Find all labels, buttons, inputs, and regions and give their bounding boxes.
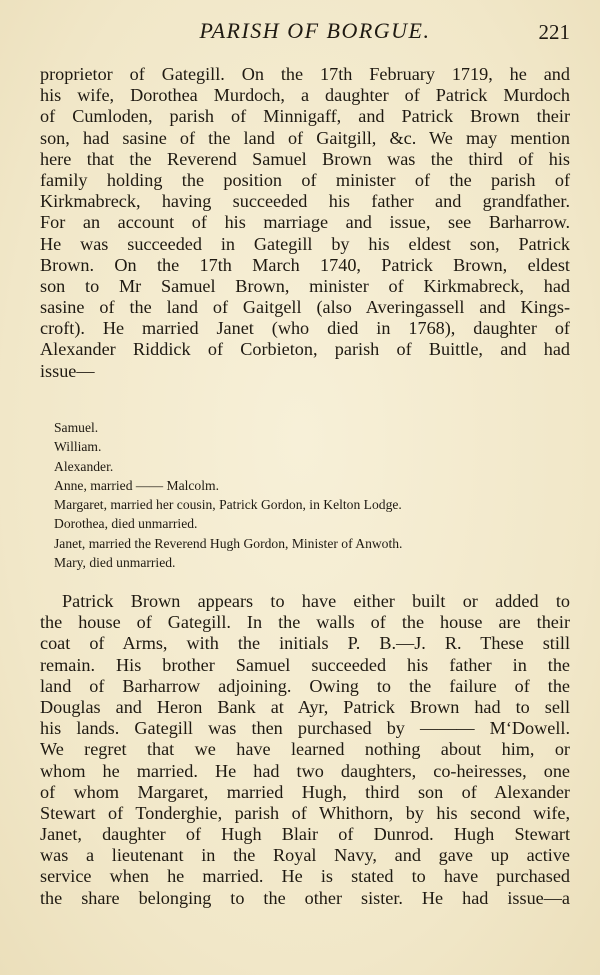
- text-line: We regret that we have learned nothing about him, or: [40, 739, 570, 760]
- text-line: of Cumloden, parish of Minnigaff, and Patrick Brown their: [40, 106, 570, 127]
- text-line: son to Mr Samuel Brown, minister of Kirkmabreck, had: [40, 275, 570, 296]
- text-line: issue—: [40, 360, 95, 381]
- text-line: Kirkmabreck, having succeeded his father and grandfather.: [40, 191, 570, 212]
- text-line: sasine of the land of Gaitgell (also Averingassell and Kings-: [40, 297, 570, 318]
- paragraph-2: [40, 591, 570, 909]
- text-line: service when he married. He is stated to have purchased: [40, 866, 570, 887]
- list-item: Janet, married the Reverend Hugh Gordon, Minister of Anwoth.: [54, 535, 403, 551]
- text-line: here that the Reverend Samuel Brown was the third of his: [40, 148, 570, 169]
- list-item: Samuel.: [54, 420, 99, 435]
- text-line: coat of Arms, with the initials P. B.—J. R. These still: [40, 633, 570, 654]
- issue-list: [54, 418, 574, 572]
- text-line: land of Barharrow adjoining. Owing to the failure of the: [40, 675, 570, 696]
- text-line: his wife, Dorothea Murdoch, a daughter of Patrick Murdoch: [40, 85, 570, 106]
- text-line: Brown. On the 17th March 1740, Patrick Brown, eldest: [40, 254, 570, 275]
- text-line: proprietor of Gategill. On the 17th February 1719, he and: [40, 64, 570, 84]
- list-item: Anne, married —— Malcolm.: [54, 477, 219, 493]
- list-item: Alexander.: [54, 458, 114, 474]
- text-line: of whom Margaret, married Hugh, third son of Alexander: [40, 781, 570, 802]
- text-line: his lands. Gategill was then purchased by ——— M‘Dowell.: [40, 718, 570, 739]
- list-item: William.: [54, 439, 102, 455]
- text-line: remain. His brother Samuel succeeded his father in the: [40, 654, 570, 675]
- text-line: son, had sasine of the land of Gaitgill, &c. We may mention: [40, 127, 570, 148]
- page-number: 221: [538, 20, 570, 44]
- list-item: Dorothea, died unmarried.: [54, 516, 198, 532]
- text-line: whom he married. He had two daughters, co-heiresses, one: [40, 760, 570, 781]
- text-line: He was succeeded in Gategill by his eldest son, Patrick: [40, 233, 570, 254]
- text-line: Alexander Riddick of Corbieton, parish of Buittle, and had: [40, 339, 570, 360]
- text-line: was a lieutenant in the Royal Navy, and gave up active: [40, 845, 570, 866]
- running-title: PARISH OF BORGUE.: [199, 18, 431, 43]
- text-line: croft). He married Janet (who died in 1768), daughter of: [40, 318, 570, 339]
- text-line: the share belonging to the other sister. He had issue—a: [40, 887, 570, 908]
- paragraph-1: [40, 64, 570, 382]
- list-item: Margaret, married her cousin, Patrick Gordon, in Kelton Lodge.: [54, 497, 402, 513]
- list-item: Mary, died unmarried.: [54, 555, 176, 571]
- text-line: Patrick Brown appears to have either built or added to: [62, 591, 570, 611]
- text-line: the house of Gategill. In the walls of the house are their: [40, 612, 570, 633]
- text-line: Douglas and Heron Bank at Ayr, Patrick Brown had to sell: [40, 696, 570, 717]
- text-line: Janet, daughter of Hugh Blair of Dunrod. Hugh Stewart: [40, 824, 570, 845]
- text-line: Stewart of Tonderghie, parish of Whithorn, by his second wife,: [40, 802, 570, 823]
- text-line: family holding the position of minister of the parish of: [40, 169, 570, 190]
- text-line: For an account of his marriage and issue, see Barharrow.: [40, 212, 570, 233]
- page-header: [40, 18, 570, 50]
